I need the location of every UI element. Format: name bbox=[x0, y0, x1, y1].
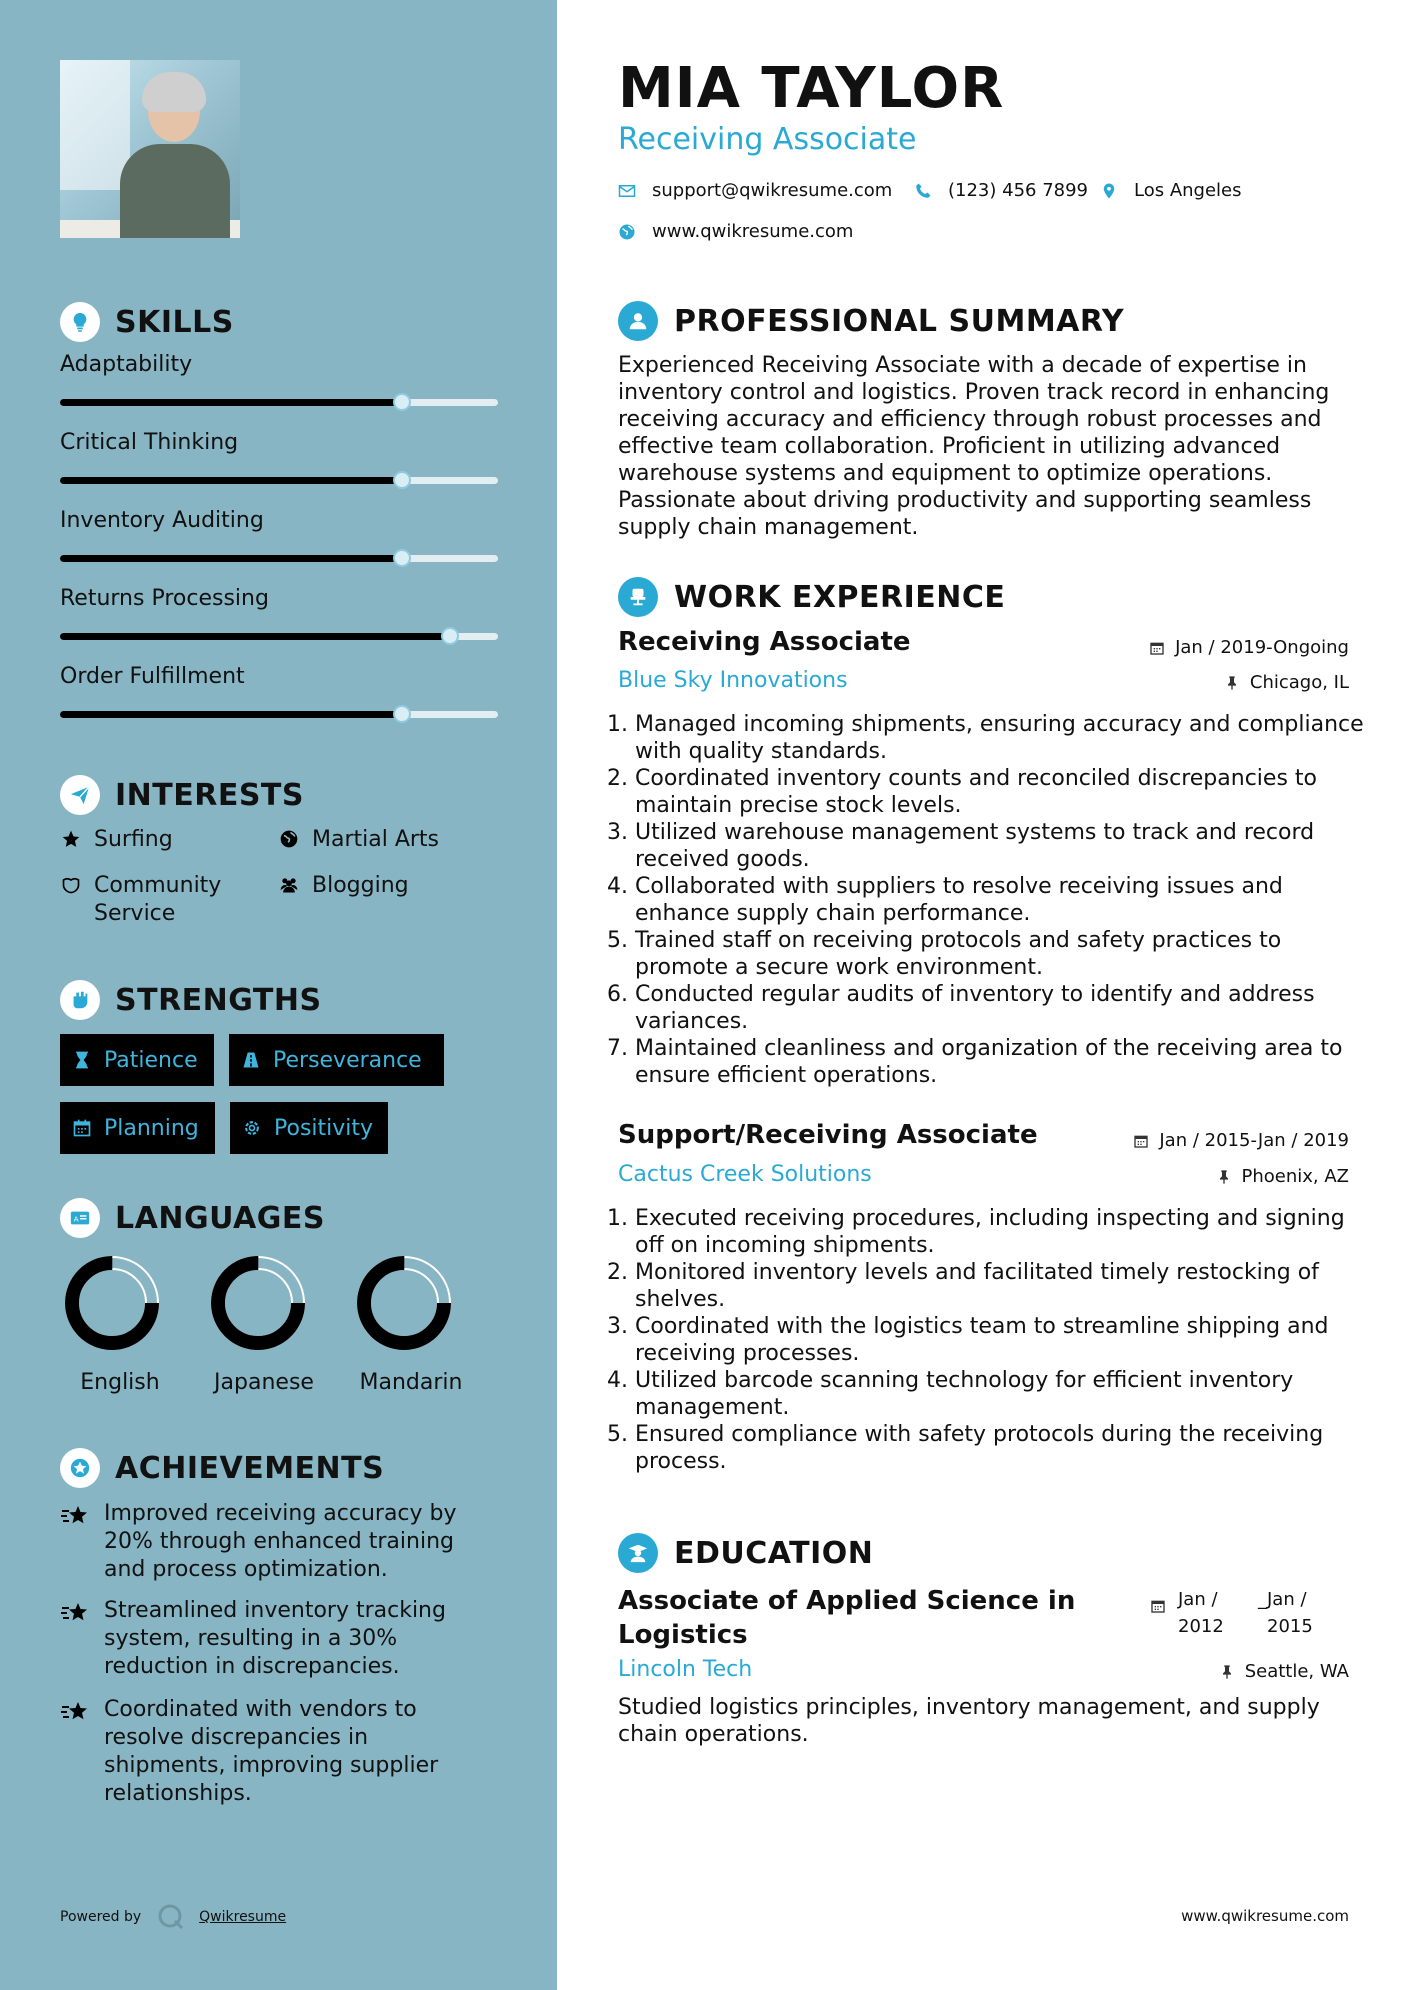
duty-item: 4. Utilized barcode scanning technology for efficient inventory management. bbox=[635, 1367, 1375, 1421]
road-icon bbox=[241, 1050, 261, 1070]
skill-knob bbox=[441, 627, 459, 645]
achievement-text: Improved receiving accuracy by 20% through enhanced training and process optimization. bbox=[104, 1501, 457, 1582]
candidate-title: Receiving Associate bbox=[618, 122, 917, 157]
strength-tag bbox=[60, 1034, 214, 1086]
strength-tag bbox=[60, 1102, 215, 1154]
job-company: Blue Sky Innovations bbox=[618, 668, 848, 693]
skill-label: Inventory Auditing bbox=[60, 508, 264, 533]
users-icon bbox=[278, 872, 300, 900]
skill-bar bbox=[60, 633, 498, 640]
degree-line: Logistics bbox=[618, 1620, 748, 1650]
interest-label: Martial Arts bbox=[312, 827, 440, 852]
education-end-date bbox=[1258, 1586, 1313, 1640]
skill-knob bbox=[393, 471, 411, 489]
languages-heading bbox=[60, 1198, 325, 1238]
interests-title: INTERESTS bbox=[115, 777, 304, 813]
skill-bar bbox=[60, 555, 498, 562]
contact-location bbox=[1100, 180, 1242, 201]
skills-title: SKILLS bbox=[115, 304, 234, 340]
skill-label: Returns Processing bbox=[60, 586, 269, 611]
calendar-icon bbox=[72, 1118, 92, 1138]
envelope-icon bbox=[618, 182, 636, 200]
pushpin-icon bbox=[1219, 1664, 1235, 1680]
end-month: _Jan / bbox=[1258, 1589, 1307, 1610]
job-duties bbox=[610, 711, 1375, 1089]
interest-label: Community Service bbox=[94, 873, 222, 926]
strength-label: Patience bbox=[104, 1047, 198, 1073]
interest-item bbox=[278, 872, 498, 900]
achievements-title: ACHIEVEMENTS bbox=[115, 1450, 385, 1486]
end-year: 2015 bbox=[1267, 1616, 1313, 1637]
pushpin-icon bbox=[1216, 1169, 1232, 1185]
language-icon bbox=[60, 1198, 100, 1238]
contact-website[interactable] bbox=[618, 221, 853, 242]
summary-heading bbox=[618, 301, 1124, 341]
education-start-date bbox=[1178, 1586, 1224, 1640]
duty-item: 3. Utilized warehouse management systems to track and record received goods. bbox=[635, 819, 1375, 873]
education-title: EDUCATION bbox=[674, 1535, 874, 1571]
sidebar bbox=[0, 0, 557, 1990]
interest-item bbox=[60, 872, 260, 928]
star-icon bbox=[60, 826, 82, 854]
job-dates-text: Jan / 2019-Ongoing bbox=[1175, 637, 1349, 658]
calendar-icon bbox=[1133, 1133, 1149, 1149]
skill-bar bbox=[60, 399, 498, 406]
job-role: Support/Receiving Associate bbox=[618, 1120, 1038, 1150]
job-location bbox=[1224, 672, 1349, 693]
globe-icon bbox=[618, 223, 636, 241]
job-dates bbox=[1149, 637, 1349, 658]
start-month: Jan / bbox=[1178, 1589, 1218, 1610]
duty-item: 1. Executed receiving procedures, including inspecting and signing off on incoming shipments. bbox=[635, 1205, 1375, 1259]
strength-tag bbox=[230, 1102, 388, 1154]
email-text: support@qwikresume.com bbox=[652, 180, 893, 201]
user-icon bbox=[618, 301, 658, 341]
education-location bbox=[1219, 1661, 1349, 1682]
education-location-text: Seattle, WA bbox=[1244, 1661, 1349, 1682]
duty-item: 5. Ensured compliance with safety protocols during the receiving process. bbox=[635, 1421, 1375, 1475]
job-dates bbox=[1133, 1130, 1349, 1151]
contact-email[interactable] bbox=[618, 180, 892, 201]
lightbulb-icon bbox=[60, 302, 100, 342]
interest-item bbox=[60, 826, 260, 854]
star-badge-icon bbox=[60, 1448, 100, 1488]
calendar-icon bbox=[1150, 1598, 1166, 1618]
start-year: 2012 bbox=[1178, 1616, 1224, 1637]
fist-icon bbox=[60, 980, 100, 1020]
experience-heading bbox=[618, 577, 1005, 617]
education-description: Studied logistics principles, inventory management, and supply chain operations. bbox=[618, 1695, 1320, 1747]
shooting-star-icon bbox=[60, 1696, 90, 1808]
job-location-text: Phoenix, AZ bbox=[1241, 1166, 1349, 1187]
calendar-icon bbox=[1149, 640, 1165, 656]
globe-icon bbox=[278, 826, 300, 854]
achievement-item bbox=[60, 1500, 490, 1584]
hourglass-icon bbox=[72, 1050, 92, 1070]
language-label: Mandarin bbox=[359, 1370, 463, 1395]
powered-by-label: Powered by bbox=[60, 1909, 142, 1925]
summary-title: PROFESSIONAL SUMMARY bbox=[674, 303, 1125, 339]
map-pin-icon bbox=[1100, 182, 1118, 200]
pushpin-icon bbox=[1224, 675, 1240, 691]
job-role: Receiving Associate bbox=[618, 627, 911, 657]
duty-item: 2. Monitored inventory levels and facilitated timely restocking of shelves. bbox=[635, 1259, 1375, 1313]
interest-item bbox=[278, 826, 498, 854]
degree-title bbox=[618, 1584, 1078, 1652]
strengths-title: STRENGTHS bbox=[115, 982, 322, 1018]
contact-phone[interactable] bbox=[914, 180, 1088, 201]
location-text: Los Angeles bbox=[1134, 180, 1242, 201]
experience-title: WORK EXPERIENCE bbox=[674, 579, 1006, 615]
job-dates-text: Jan / 2015-Jan / 2019 bbox=[1159, 1130, 1349, 1151]
skill-knob bbox=[393, 549, 411, 567]
duty-item: 6. Conducted regular audits of inventory to identify and address variances. bbox=[635, 981, 1375, 1035]
skill-bar bbox=[60, 711, 498, 718]
skills-heading bbox=[60, 302, 234, 342]
education-heading bbox=[618, 1533, 873, 1573]
language-label: Japanese bbox=[214, 1370, 314, 1395]
strength-tag bbox=[229, 1034, 444, 1086]
strength-label: Positivity bbox=[274, 1115, 374, 1141]
profile-photo bbox=[60, 60, 240, 238]
achievement-item bbox=[60, 1597, 490, 1681]
achievement-text: Streamlined inventory tracking system, resulting in a 30% reduction in discrepancies. bbox=[104, 1598, 446, 1679]
language-ring bbox=[356, 1255, 452, 1351]
chair-icon bbox=[618, 577, 658, 617]
phone-icon bbox=[914, 182, 932, 200]
shooting-star-icon bbox=[60, 1500, 90, 1584]
strength-label: Perseverance bbox=[273, 1047, 422, 1073]
hands-icon bbox=[60, 872, 82, 928]
achievement-text: Coordinated with vendors to resolve discrepancies in shipments, improving supplier relationships. bbox=[104, 1697, 439, 1806]
interest-label: Surfing bbox=[94, 827, 173, 852]
website-text: www.qwikresume.com bbox=[652, 221, 854, 242]
skill-label: Critical Thinking bbox=[60, 430, 239, 455]
job-duties bbox=[610, 1205, 1375, 1475]
degree-line: Associate of Applied Science in bbox=[618, 1586, 1076, 1616]
shooting-star-icon bbox=[60, 1597, 90, 1681]
language-ring bbox=[64, 1255, 160, 1351]
school-name: Lincoln Tech bbox=[618, 1657, 753, 1682]
interest-label: Blogging bbox=[312, 873, 409, 898]
qwikresume-link[interactable]: Qwikresume bbox=[199, 1909, 287, 1925]
skill-knob bbox=[393, 393, 411, 411]
duty-item: 1. Managed incoming shipments, ensuring accuracy and compliance with quality standards. bbox=[635, 711, 1375, 765]
language-ring bbox=[210, 1255, 306, 1351]
skill-label: Adaptability bbox=[60, 352, 193, 377]
duty-item: 4. Collaborated with suppliers to resolve receiving issues and enhance supply chain performance. bbox=[635, 873, 1375, 927]
achievement-item bbox=[60, 1696, 490, 1808]
job-location bbox=[1216, 1166, 1350, 1187]
phone-text: (123) 456 7899 bbox=[948, 180, 1089, 201]
strengths-heading bbox=[60, 980, 322, 1020]
strength-label: Planning bbox=[104, 1115, 199, 1141]
graduate-icon bbox=[618, 1533, 658, 1573]
footer-url[interactable]: www.qwikresume.com bbox=[1181, 1907, 1349, 1925]
skill-bar bbox=[60, 477, 498, 484]
powered-by bbox=[60, 1903, 286, 1931]
duty-item: 7. Maintained cleanliness and organization of the receiving area to ensure efficient operations. bbox=[635, 1035, 1375, 1089]
job-location-text: Chicago, IL bbox=[1249, 672, 1349, 693]
language-label: English bbox=[80, 1370, 160, 1395]
duty-item: 2. Coordinated inventory counts and reconciled discrepancies to maintain precise stock levels. bbox=[635, 765, 1375, 819]
skill-knob bbox=[393, 705, 411, 723]
job-company: Cactus Creek Solutions bbox=[618, 1162, 872, 1187]
candidate-name: MIA TAYLOR bbox=[618, 56, 1005, 121]
skill-label: Order Fulfillment bbox=[60, 664, 245, 689]
paper-plane-icon bbox=[60, 775, 100, 815]
duty-item: 5. Trained staff on receiving protocols and safety practices to promote a secure work environment. bbox=[635, 927, 1375, 981]
duty-item: 3. Coordinated with the logistics team to streamline shipping and receiving processes. bbox=[635, 1313, 1375, 1367]
languages-title: LANGUAGES bbox=[115, 1200, 325, 1236]
qwikresume-logo-icon bbox=[157, 1903, 185, 1931]
svg-text:A: A bbox=[73, 1214, 79, 1224]
gear-icon bbox=[242, 1118, 262, 1138]
interests-heading bbox=[60, 775, 304, 815]
summary-text: Experienced Receiving Associate with a decade of expertise in inventory control and logistics. Proven track record in enhancing receiving accuracy and efficiency through robust processes and effective team collaboration. Proficient in utilizing advanced warehouse systems and equipment to optimize operations. Passionate about driving productivity and supporting seamless supply chain management. bbox=[618, 353, 1330, 540]
achievements-heading bbox=[60, 1448, 384, 1488]
